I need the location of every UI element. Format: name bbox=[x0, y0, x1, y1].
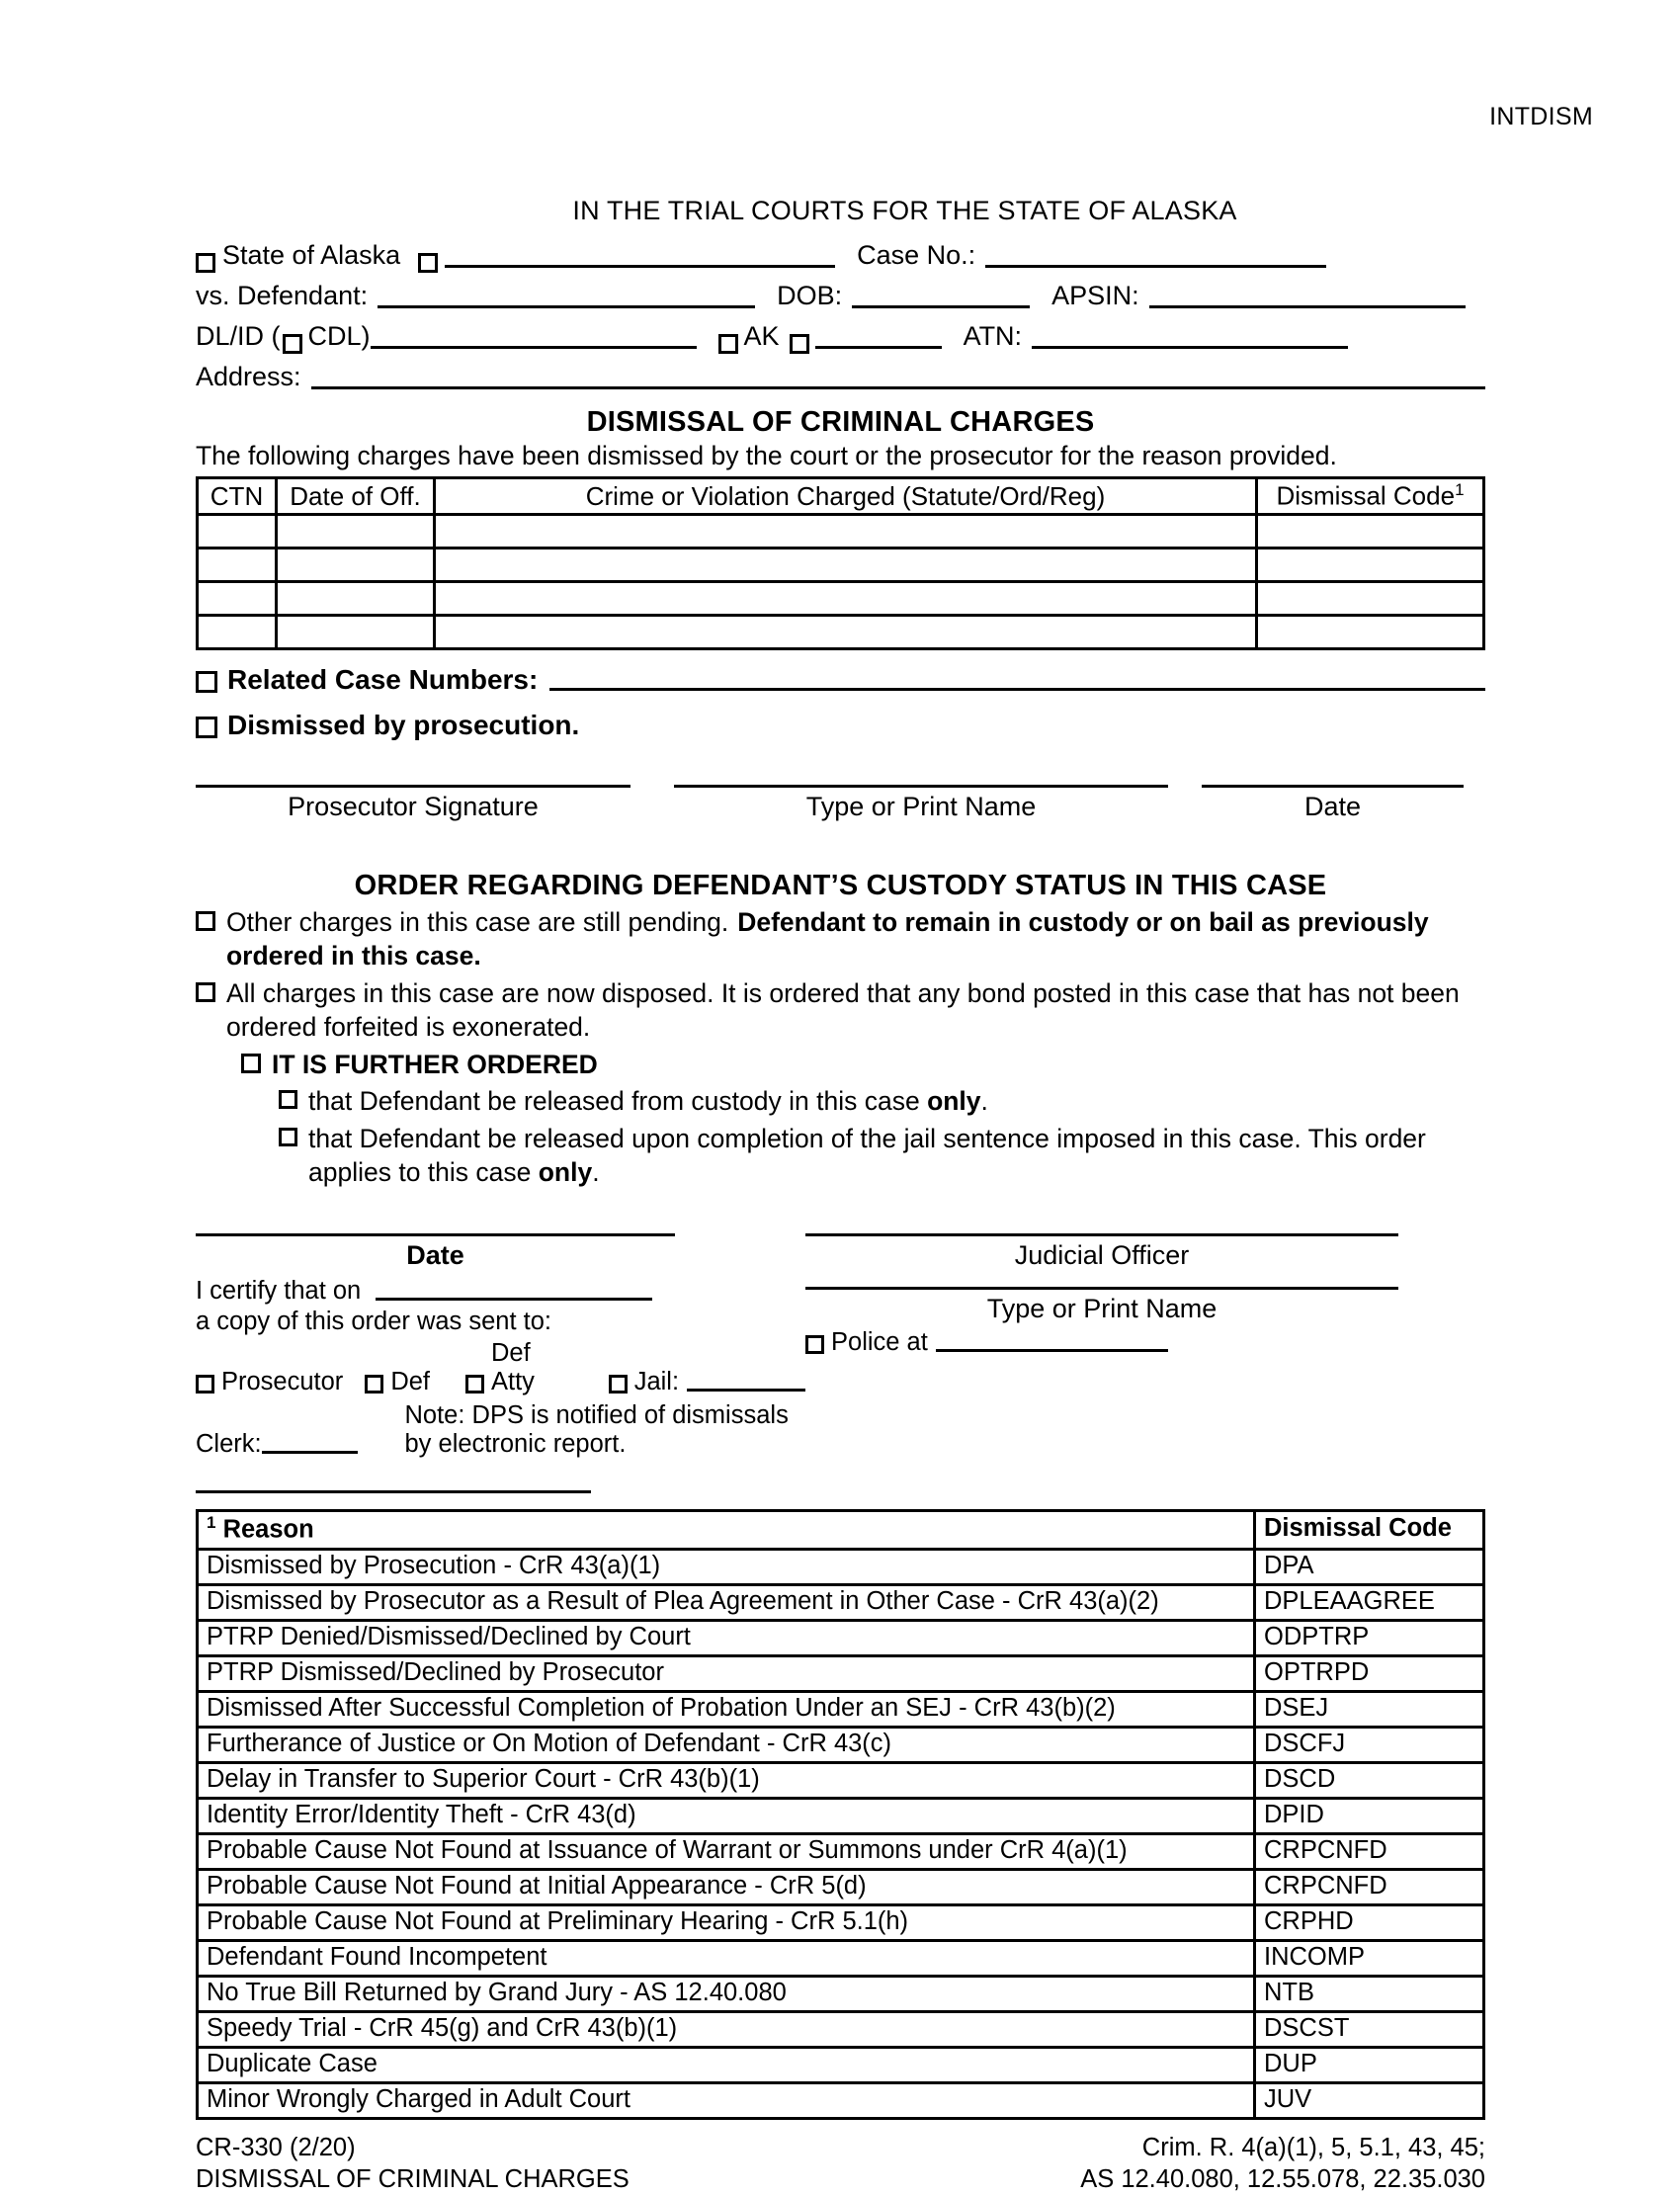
prosecutor-date-label: Date bbox=[1303, 792, 1362, 821]
apsin-input[interactable] bbox=[1149, 305, 1466, 308]
reason-cell-description: Defendant Found Incompetent bbox=[198, 1940, 1255, 1976]
clerk-label: Clerk: bbox=[196, 1429, 262, 1458]
reason-cell-description: Dismissed by Prosecution - CrR 43(a)(1) bbox=[198, 1549, 1255, 1584]
reason-table-body bbox=[198, 1549, 1484, 2118]
recipient-def-atty-checkbox[interactable] bbox=[465, 1375, 484, 1394]
order-option-pending-text bbox=[226, 905, 1485, 973]
order-sub-release-after-jail-checkbox[interactable] bbox=[279, 1128, 297, 1146]
footer-cite-line-1: Crim. R. 4(a)(1), 5, 5.1, 43, 45; bbox=[1141, 2133, 1485, 2161]
address-label: Address: bbox=[196, 362, 301, 391]
charges-col-crime: Crime or Violation Charged (Statute/Ord/Reg) bbox=[435, 478, 1257, 515]
reason-table-row bbox=[198, 1727, 1484, 1762]
atn-label: ATN: bbox=[963, 321, 1023, 351]
recipient-jail-input[interactable] bbox=[687, 1389, 805, 1392]
charges-table-row bbox=[198, 582, 1484, 616]
charges-col-code-text: Dismissal Code bbox=[1276, 480, 1456, 511]
reason-cell-code: DPID bbox=[1255, 1798, 1484, 1833]
judge-certification-block bbox=[196, 1233, 1485, 1493]
other-party-checkbox[interactable] bbox=[418, 253, 438, 273]
reason-table-row bbox=[198, 1869, 1484, 1904]
charges-col-code-superscript: 1 bbox=[1455, 480, 1465, 500]
order-sub-release-custody-checkbox[interactable] bbox=[279, 1090, 297, 1109]
reason-cell-description: No True Bill Returned by Grand Jury - AS 12.40.080 bbox=[198, 1976, 1255, 2011]
charges-cell-date-of-offense[interactable] bbox=[277, 616, 435, 649]
order-sub-release-after-jail bbox=[279, 1122, 1485, 1190]
charges-table-body bbox=[198, 515, 1484, 649]
copy-sent-label: a copy of this order was sent to: bbox=[196, 1307, 552, 1335]
judicial-officer-column bbox=[805, 1233, 1485, 1493]
order-sub-release-custody-a: that Defendant be released from custody in this case bbox=[308, 1086, 928, 1117]
certify-date-input[interactable] bbox=[376, 1298, 652, 1301]
charges-cell-crime-charged[interactable] bbox=[435, 549, 1257, 582]
dps-note: Note: DPS is notified of dismissals by electronic report. bbox=[404, 1400, 789, 1458]
reason-cell-code: DSEJ bbox=[1255, 1691, 1484, 1727]
reason-table-header-row bbox=[198, 1510, 1484, 1549]
judicial-officer-name-label: Type or Print Name bbox=[986, 1293, 1218, 1323]
order-option-disposed bbox=[196, 976, 1485, 1045]
dismissed-by-prosecution-label: Dismissed by prosecution. bbox=[227, 710, 580, 740]
order-option-disposed-text: All charges in this case are now disposed. It is ordered that any bond posted in this case that has not been ordered forfeited is exonerated. bbox=[226, 977, 1460, 1043]
related-case-numbers-row bbox=[196, 664, 1485, 696]
cdl-label: CDL) bbox=[307, 321, 371, 351]
reason-cell-code: DPLEAAGREE bbox=[1255, 1584, 1484, 1620]
reason-cell-description: PTRP Dismissed/Declined by Prosecutor bbox=[198, 1655, 1255, 1691]
apsin-label: APSIN: bbox=[1051, 281, 1139, 310]
caption-row-dlid bbox=[196, 313, 1485, 354]
defendant-input[interactable] bbox=[378, 305, 755, 308]
charges-cell-crime-charged[interactable] bbox=[435, 515, 1257, 549]
order-sub-release-custody-b: . bbox=[980, 1086, 988, 1117]
charges-cell-ctn[interactable] bbox=[198, 616, 277, 649]
certify-label: I certify that on bbox=[196, 1276, 362, 1305]
reason-table-row bbox=[198, 1798, 1484, 1833]
page-footer bbox=[196, 2132, 1485, 2196]
caption-row-defendant bbox=[196, 273, 1485, 313]
charges-cell-date-of-offense[interactable] bbox=[277, 582, 435, 616]
prosecutor-signature-col bbox=[196, 785, 630, 822]
reason-cell-description: Speedy Trial - CrR 45(g) and CrR 43(b)(1) bbox=[198, 2011, 1255, 2047]
reason-cell-description: Minor Wrongly Charged in Adult Court bbox=[198, 2082, 1255, 2118]
reason-table-row bbox=[198, 1976, 1484, 2011]
reason-footnote-marker: 1 bbox=[207, 1512, 216, 1532]
certify-row bbox=[196, 1277, 805, 1306]
reason-code-table bbox=[196, 1509, 1485, 2120]
order-option-pending-plain: Other charges in this case are still pending. bbox=[226, 907, 729, 937]
charges-cell-ctn[interactable] bbox=[198, 582, 277, 616]
footer-form-name: DISMISSAL OF CRIMINAL CHARGES bbox=[196, 2165, 630, 2194]
reason-cell-description: Probable Cause Not Found at Issuance of Warrant or Summons under CrR 4(a)(1) bbox=[198, 1833, 1255, 1869]
recipient-def-atty-label: Def Atty bbox=[491, 1338, 535, 1395]
reason-cell-description: Dismissed After Successful Completion of Probation Under an SEJ - CrR 43(b)(2) bbox=[198, 1691, 1255, 1727]
recipient-police-input[interactable] bbox=[936, 1349, 1168, 1352]
order-sub-release-custody bbox=[279, 1084, 1485, 1118]
charges-cell-date-of-offense[interactable] bbox=[277, 549, 435, 582]
reason-cell-code: DUP bbox=[1255, 2047, 1484, 2082]
clerk-note-row bbox=[196, 1401, 805, 1459]
court-title: IN THE TRIAL COURTS FOR THE STATE OF ALASKA bbox=[572, 196, 1237, 225]
reason-cell-code: CRPCNFD bbox=[1255, 1833, 1484, 1869]
cdl-checkbox[interactable] bbox=[283, 334, 302, 354]
charges-cell-crime-charged[interactable] bbox=[435, 616, 1257, 649]
reason-table-row bbox=[198, 1549, 1484, 1584]
charges-col-date: Date of Off. bbox=[277, 478, 435, 515]
charges-table-row bbox=[198, 549, 1484, 582]
prosecutor-date-col bbox=[1202, 785, 1464, 822]
reason-cell-description: PTRP Denied/Dismissed/Declined by Court bbox=[198, 1620, 1255, 1655]
reason-table-row bbox=[198, 1833, 1484, 1869]
recipient-prosecutor-label: Prosecutor bbox=[221, 1367, 344, 1395]
other-state-input[interactable] bbox=[815, 346, 942, 349]
reason-cell-code: DSCST bbox=[1255, 2011, 1484, 2047]
case-no-input[interactable] bbox=[985, 265, 1326, 268]
charges-table-row bbox=[198, 515, 1484, 549]
order-option-pending bbox=[196, 905, 1485, 973]
dob-label: DOB: bbox=[777, 281, 843, 310]
charges-cell-dismissal-code[interactable] bbox=[1257, 616, 1484, 649]
judge-date-col bbox=[196, 1233, 675, 1271]
reason-cell-description: Probable Cause Not Found at Preliminary Hearing - CrR 5.1(h) bbox=[198, 1904, 1255, 1940]
recipient-prosecutor-checkbox[interactable] bbox=[196, 1375, 214, 1394]
reason-cell-description: Dismissed by Prosecutor as a Result of Plea Agreement in Other Case - CrR 43(a)(2) bbox=[198, 1584, 1255, 1620]
reason-table-row bbox=[198, 1655, 1484, 1691]
reason-cell-description: Duplicate Case bbox=[198, 2047, 1255, 2082]
reason-header-text: Reason bbox=[222, 1515, 314, 1544]
caption-row-parties bbox=[196, 232, 1485, 273]
charges-cell-crime-charged[interactable] bbox=[435, 582, 1257, 616]
charges-cell-dismissal-code[interactable] bbox=[1257, 582, 1484, 616]
reason-cell-code: OPTRPD bbox=[1255, 1655, 1484, 1691]
order-sub-release-custody-emph: only bbox=[927, 1086, 981, 1117]
form-body bbox=[196, 196, 1485, 2196]
reason-cell-code: NTB bbox=[1255, 1976, 1484, 2011]
reason-cell-description: Probable Cause Not Found at Initial Appearance - CrR 5(d) bbox=[198, 1869, 1255, 1904]
reason-cell-code: DSCD bbox=[1255, 1762, 1484, 1798]
prosecutor-name-label: Type or Print Name bbox=[805, 792, 1037, 821]
reason-cell-code: CRPHD bbox=[1255, 1904, 1484, 1940]
prosecutor-signature-block bbox=[196, 785, 1485, 822]
reason-cell-code: JUV bbox=[1255, 2082, 1484, 2118]
recipient-police-checkbox[interactable] bbox=[805, 1335, 824, 1354]
recipient-def-label: Def bbox=[390, 1367, 430, 1395]
footer-right bbox=[1080, 2132, 1485, 2196]
form-code-label: INTDISM bbox=[1489, 103, 1593, 130]
order-sub-release-after-jail-text bbox=[308, 1122, 1485, 1190]
judicial-officer-col bbox=[805, 1233, 1398, 1271]
reason-table-row bbox=[198, 1691, 1484, 1727]
reason-table-row bbox=[198, 1904, 1484, 1940]
charges-cell-ctn[interactable] bbox=[198, 515, 277, 549]
order-sub-release-after-jail-b: . bbox=[592, 1157, 600, 1188]
reason-table-row bbox=[198, 2011, 1484, 2047]
ak-checkbox[interactable] bbox=[718, 334, 738, 354]
order-option-disposed-checkbox[interactable] bbox=[196, 982, 215, 1002]
recipient-jail-label: Jail: bbox=[633, 1367, 680, 1395]
reason-cell-code: INCOMP bbox=[1255, 1940, 1484, 1976]
judge-date-label: Date bbox=[406, 1239, 464, 1270]
order-option-pending-bold: Defendant to remain in custody or on bail as previously ordered in this case. bbox=[226, 907, 1429, 971]
prosecutor-name-col bbox=[674, 785, 1168, 822]
reason-table-row bbox=[198, 1584, 1484, 1620]
charges-cell-dismissal-code[interactable] bbox=[1257, 549, 1484, 582]
reason-table-header-code: Dismissal Code bbox=[1255, 1510, 1484, 1549]
dismissal-section-title: DISMISSAL OF CRIMINAL CHARGES bbox=[586, 406, 1095, 438]
reason-cell-code: ODPTRP bbox=[1255, 1620, 1484, 1655]
address-input[interactable] bbox=[311, 386, 1485, 389]
case-no-label: Case No.: bbox=[857, 240, 976, 270]
reason-cell-description: Furtherance of Justice or On Motion of Defendant - CrR 43(c) bbox=[198, 1727, 1255, 1762]
footer-left bbox=[196, 2132, 630, 2196]
reason-table-row bbox=[198, 1762, 1484, 1798]
related-case-numbers-label: Related Case Numbers: bbox=[227, 664, 539, 695]
order-further-ordered-label: IT IS FURTHER ORDERED bbox=[272, 1049, 598, 1079]
dismissed-by-prosecution-checkbox[interactable] bbox=[196, 717, 217, 738]
certification-column bbox=[196, 1233, 805, 1493]
copy-recipients-row bbox=[196, 1339, 805, 1396]
caption-row-address bbox=[196, 354, 1485, 394]
charges-table-row bbox=[198, 616, 1484, 649]
order-sub-release-after-jail-a: that Defendant be released upon completion of the jail sentence imposed in this case. This order applies to this case bbox=[308, 1123, 1426, 1188]
reason-cell-code: DPA bbox=[1255, 1549, 1484, 1584]
charges-cell-date-of-offense[interactable] bbox=[277, 515, 435, 549]
atn-input[interactable] bbox=[1032, 346, 1348, 349]
charges-cell-ctn[interactable] bbox=[198, 549, 277, 582]
charges-col-code bbox=[1257, 478, 1484, 515]
state-of-alaska-label: State of Alaska bbox=[222, 240, 401, 270]
dismissed-by-prosecution-row bbox=[196, 710, 1485, 741]
clerk-input[interactable] bbox=[262, 1451, 358, 1454]
reason-table-row bbox=[198, 2082, 1484, 2118]
judicial-officer-name-col bbox=[805, 1287, 1398, 1324]
recipient-jail-checkbox[interactable] bbox=[609, 1375, 628, 1394]
footer-form-number: CR-330 (2/20) bbox=[196, 2133, 356, 2161]
recipient-police-row bbox=[805, 1328, 1485, 1357]
order-sub-release-custody-text bbox=[308, 1084, 988, 1118]
reason-table-row bbox=[198, 1620, 1484, 1655]
dismissal-lead-text: The following charges have been dismissed by the court or the prosecutor for the reason provided. bbox=[196, 441, 1337, 470]
order-option-pending-checkbox[interactable] bbox=[196, 911, 215, 931]
dlid-label: DL/ID ( bbox=[196, 321, 281, 351]
order-further-ordered bbox=[241, 1048, 1485, 1081]
recipient-police-label: Police at bbox=[831, 1327, 928, 1356]
reason-cell-description: Delay in Transfer to Superior Court - CrR 43(b)(1) bbox=[198, 1762, 1255, 1798]
dlid-input[interactable] bbox=[371, 346, 697, 349]
recipient-def-checkbox[interactable] bbox=[365, 1375, 383, 1394]
dob-input[interactable] bbox=[852, 305, 1030, 308]
reason-table-header-reason bbox=[198, 1510, 1255, 1549]
judicial-officer-label: Judicial Officer bbox=[1014, 1239, 1190, 1270]
ak-label: AK bbox=[743, 321, 780, 351]
order-further-ordered-checkbox[interactable] bbox=[241, 1054, 261, 1073]
related-case-numbers-checkbox[interactable] bbox=[196, 671, 217, 693]
other-state-checkbox[interactable] bbox=[790, 334, 809, 354]
order-section-title: ORDER REGARDING DEFENDANT’S CUSTODY STATUS IN THIS CASE bbox=[354, 870, 1327, 901]
footer-cite-line-2: AS 12.40.080, 12.55.078, 22.35.030 bbox=[1080, 2165, 1485, 2194]
state-of-alaska-checkbox[interactable] bbox=[196, 253, 215, 273]
related-case-numbers-input[interactable] bbox=[549, 688, 1485, 691]
charges-table-header-row bbox=[198, 478, 1484, 515]
charges-col-ctn: CTN bbox=[198, 478, 277, 515]
charges-table bbox=[196, 476, 1485, 650]
order-sub-release-after-jail-emph: only bbox=[538, 1157, 593, 1188]
reason-table-row bbox=[198, 2047, 1484, 2082]
reason-cell-code: CRPCNFD bbox=[1255, 1869, 1484, 1904]
reason-cell-description: Identity Error/Identity Theft - CrR 43(d) bbox=[198, 1798, 1255, 1833]
reason-table-row bbox=[198, 1940, 1484, 1976]
prosecutor-signature-label: Prosecutor Signature bbox=[288, 792, 539, 821]
charges-cell-dismissal-code[interactable] bbox=[1257, 515, 1484, 549]
defendant-label: vs. Defendant: bbox=[196, 281, 369, 310]
other-party-input[interactable] bbox=[445, 265, 835, 268]
clerk-bottom-rule bbox=[196, 1490, 591, 1493]
reason-cell-code: DSCFJ bbox=[1255, 1727, 1484, 1762]
